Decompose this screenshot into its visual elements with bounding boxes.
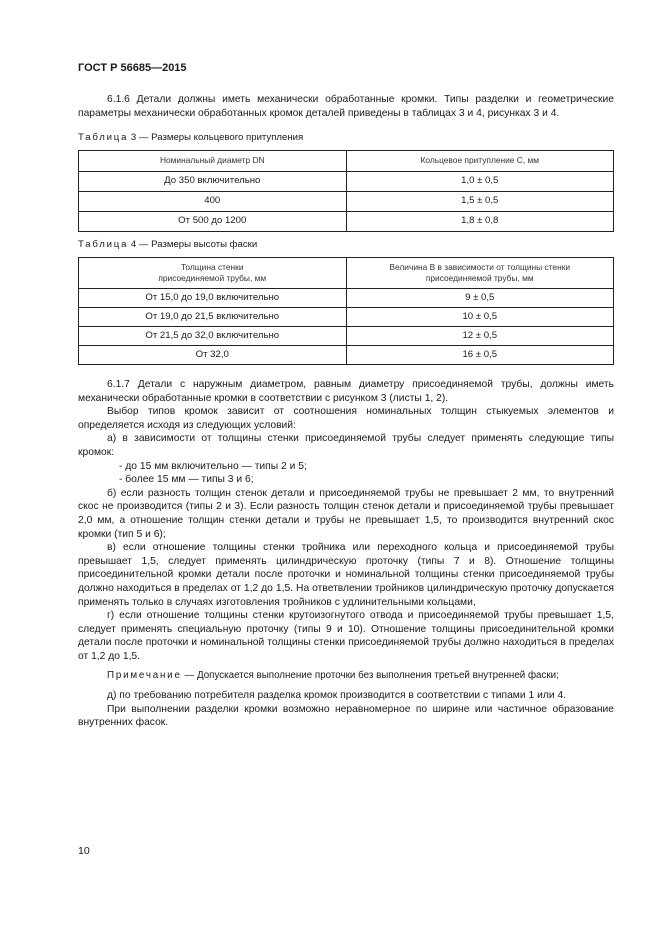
header-line: Толщина стенки [180,261,244,272]
section-6-1-7 [78,378,614,730]
note-text: — Допускается выполнение проточки без выполнения третьей внутренней фаски; [181,670,559,682]
paragraph-d: д) по требованию потребителя разделка кромок производится в соответствии с типами 1 или 4. [107,690,567,702]
table-cell: 1,8 ± 0,8 [346,211,614,231]
table-4-caption-word: Таблица [78,239,129,250]
paragraph-choice: Выбор типов кромок зависит от соотношения номинальных толщин стыкуемых элементов и определяется исходя из следующих условий: [78,406,614,431]
table-4-block [78,238,614,365]
page-number: 10 [78,845,90,857]
table-cell: От 500 до 1200 [79,211,347,231]
table-cell: От 19,0 до 21,5 включительно [79,307,347,326]
table-cell: От 32,0 [79,345,347,364]
paragraph-a: а) в зависимости от толщины стенки присоединяемой трубы следует применять следующие типы кромок: [78,433,614,458]
header-line: присоединяемой трубы, мм [158,272,267,283]
table-4 [78,257,614,365]
section-6-1-6 [78,93,614,120]
paragraph-last: При выполнении разделки кромки возможно неравномерное по ширине или частичное образование внутренних фасок. [78,703,614,729]
table-cell: От 21,5 до 32,0 включительно [79,326,347,345]
table-cell: 10 ± 0,5 [346,307,614,326]
table-cell: 1,5 ± 0,5 [346,191,614,211]
table-cell: От 15,0 до 19,0 включительно [79,288,347,307]
table-row [79,171,614,191]
table-cell: До 350 включительно [79,171,347,191]
table-3 [78,150,614,232]
table-row [79,345,614,364]
table-cell: 16 ± 0,5 [346,345,614,364]
paragraph-6-1-6: 6.1.6 Детали должны иметь механически обработанные кромки. Типы разделки и геометрические параметры механически обработанных кромок деталей приведены в таблицах 3 и 4, рисунках 3 и 4. [78,94,614,119]
list-item: - до 15 мм включительно — типы 2 и 5; [119,460,307,472]
table-4-caption-title: 4 — Размеры высоты фаски [128,239,258,250]
paragraph-6-1-7: 6.1.7 Детали с наружным диаметром, равным диаметру присоединяемой трубы, должны иметь механически обработанные кромки в соответствии с рисунком 3 (листы 1, 2). [78,379,614,404]
document-header: ГОСТ Р 56685—2015 [78,62,187,74]
paragraph-g: г) если отношение толщины стенки крутоизогнутого отвода и присоединяемой трубы превышает 1,5, следует применять специальную проточку (типы 9 и 10). Отношение толщины присоединительной кромки детали после проточки и номинальной толщины стенки присоединяемой трубы должно находиться в пределах от 1,2 до 1,5. [78,610,614,662]
header-line: присоединяемой трубы, мм [425,272,534,283]
table-3-col-bluntness: Кольцевое притупление С, мм [346,150,614,171]
table-header-row [79,257,614,288]
table-row [79,191,614,211]
paragraph-b: б) если разность толщин стенок детали и присоединяемой трубы не превышает 2 мм, то внутренний скос не производится (типы 2 и 3). Если разность толщин стенок детали и присоединяемой трубы превышает 2,0 мм, а отношение толщин стенки детали и трубы не превышает 1,5, то производится внутренний скос кромки (тип 5 и 6); [78,487,614,540]
table-cell: 1,0 ± 0,5 [346,171,614,191]
table-header-row [79,150,614,171]
table-3-caption-word: Таблица [78,132,129,143]
note-label: Примечание [107,670,182,682]
table-cell: 400 [79,191,347,211]
table-3-block [78,131,614,232]
note [78,669,614,683]
table-3-caption [78,131,614,145]
table-4-col-thickness [79,257,347,288]
table-3-col-diameter: Номинальный диаметр DN [79,150,347,171]
table-row [79,326,614,345]
paragraph-v: в) если отношение толщины стенки тройника или переходного кольца и присоединяемой трубы превышает 1,5, следует применять цилиндрическую проточку (типы 7 и 8). Отношение толщины присоединительной кромки детали после проточки и номинальной толщины стенки присоединяемой трубы должно находиться в пределах от 1,2 до 1,5. На ответвлении тройников цилиндрическую проточку допускается применять только в случаях изготовления тройников с удлинительными кольцами, [78,542,614,608]
list-item: - более 15 мм — типы 3 и 6; [119,474,254,486]
table-cell: 9 ± 0,5 [346,288,614,307]
table-4-col-height [346,257,614,288]
table-row [79,307,614,326]
header-line: Величина В в зависимости от толщины стенки [389,261,571,272]
table-row [79,288,614,307]
table-4-caption [78,238,614,252]
table-row [79,211,614,231]
table-3-caption-title: 3 — Размеры кольцевого притупления [128,132,304,143]
table-cell: 12 ± 0,5 [346,326,614,345]
